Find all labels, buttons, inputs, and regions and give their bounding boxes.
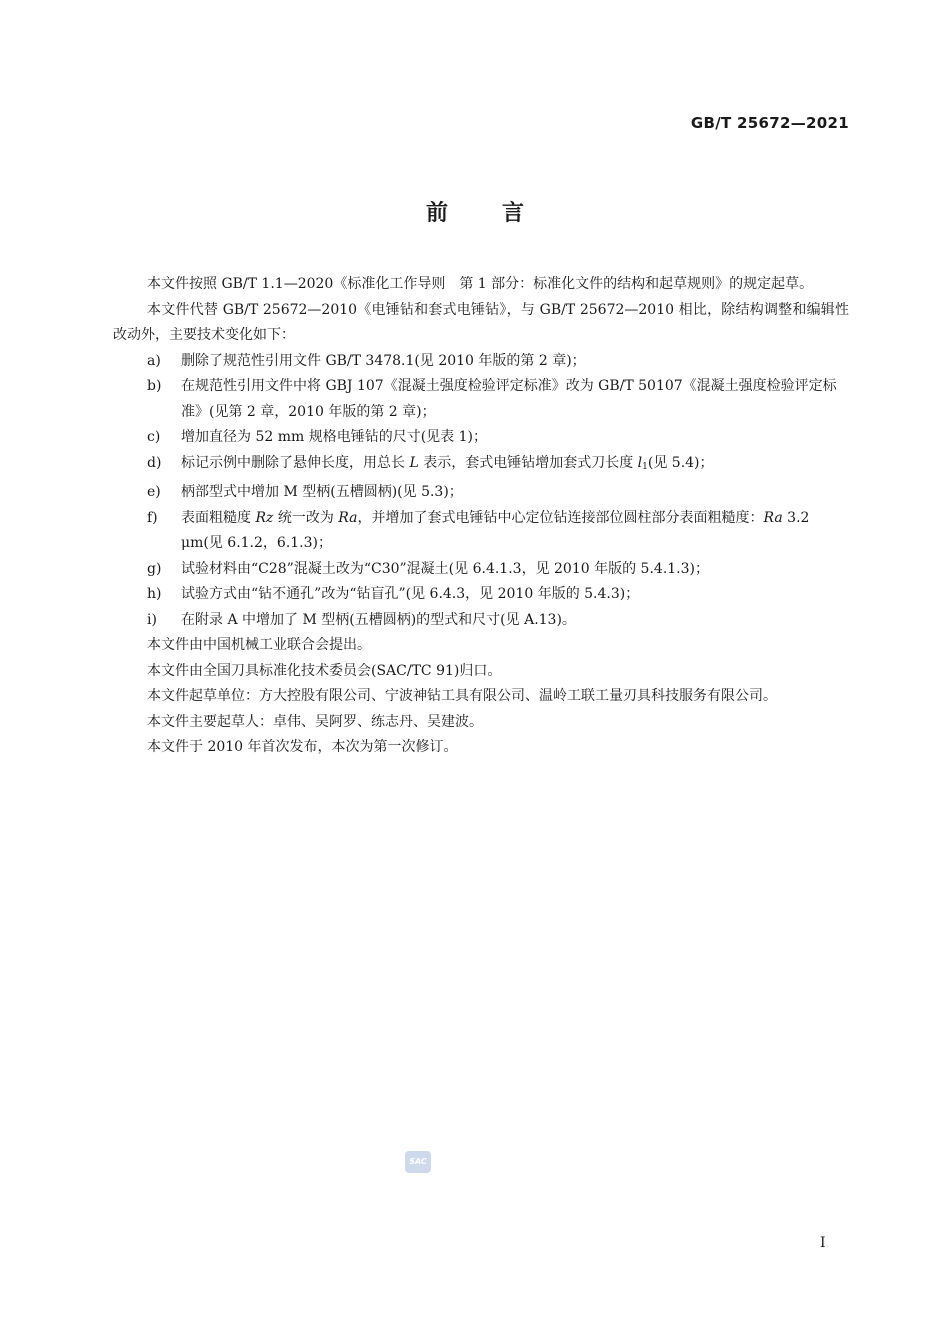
change-item-b bbox=[113, 374, 849, 425]
change-label: e) bbox=[147, 484, 161, 500]
change-text: 试验材料由“C28”混凝土改为“C30”混凝土(见 6.4.1.3，见 2010 年版的 5.4.1.3)； bbox=[181, 560, 709, 577]
paragraph-drafting-units: 本文件起草单位：方大控股有限公司、宁波神钻工具有限公司、温岭工联工量刃具科技服务有限公司。 bbox=[147, 688, 777, 704]
change-item-a bbox=[113, 349, 849, 375]
variable-total-length: L bbox=[409, 454, 419, 471]
change-label: h) bbox=[147, 586, 162, 602]
change-label: c) bbox=[147, 429, 161, 445]
change-text: 增加直径为 52 mm 规格电锤钻的尺寸(见表 1)； bbox=[181, 429, 487, 445]
variable-rz: Rz bbox=[255, 509, 274, 526]
change-item-f bbox=[113, 506, 849, 557]
change-text: 在规范性引用文件中将 GBJ 107《混凝土强度检验评定标准》改为 GB/T 50107《混凝土强度检验评定标准》(见第 2 章，2010 年版的第 2 章)； bbox=[181, 378, 837, 420]
paragraph-drafters: 本文件主要起草人：卓伟、吴阿罗、练志丹、吴建波。 bbox=[147, 713, 483, 730]
change-text: 柄部型式中增加 M 型柄(五槽圆柄)(见 5.3)； bbox=[181, 484, 463, 500]
change-label: i) bbox=[147, 611, 157, 628]
paragraph-proposer: 本文件由中国机械工业联合会提出。 bbox=[147, 637, 371, 653]
change-text: 表示，套式电锤钻增加套式刀长度 bbox=[418, 454, 638, 471]
change-text: 在附录 A 中增加了 M 型柄(五槽圆柄)的型式和尺寸(见 A.13)。 bbox=[181, 611, 576, 628]
change-text: 3.2 μm(见 6.1.2，6.1.3)； bbox=[181, 509, 810, 551]
change-label: d) bbox=[147, 454, 162, 471]
variable-ra: Ra bbox=[338, 509, 358, 526]
variable-ra: Ra bbox=[763, 509, 783, 526]
change-item-d bbox=[113, 451, 849, 481]
paragraph-replacement: 本文件代替 GB/T 25672—2010《电锤钻和套式电锤钻》，与 GB/T 25672—2010 相比，除结构调整和编辑性改动外，主要技术变化如下： bbox=[113, 301, 849, 343]
change-label: b) bbox=[147, 378, 162, 394]
page-title: 前言 bbox=[425, 201, 578, 226]
change-item-g bbox=[113, 557, 849, 583]
foreword-body bbox=[113, 272, 849, 761]
change-item-i bbox=[113, 608, 849, 634]
standard-number: GB/T 25672—2021 bbox=[690, 114, 849, 132]
paragraph-drafting-rules: 本文件按照 GB/T 1.1—2020《标准化工作导则 第 1 部分：标准化文件的结构和起草规则》的规定起草。 bbox=[147, 276, 814, 292]
change-text: 删除了规范性引用文件 GB/T 3478.1(见 2010 年版的第 2 章)； bbox=[181, 352, 586, 369]
change-text: 统一改为 bbox=[273, 509, 339, 526]
change-text: 表面粗糙度 bbox=[181, 509, 256, 526]
paragraph-history: 本文件于 2010 年首次发布，本次为第一次修订。 bbox=[147, 739, 458, 755]
change-text: (见 5.4)； bbox=[647, 454, 714, 471]
change-text: 试验方式由“钻不通孔”改为“钻盲孔”(见 6.4.3，见 2010 年版的 5.4.3)； bbox=[181, 586, 640, 602]
change-label: a) bbox=[147, 352, 161, 369]
variable-sleeve-length: l bbox=[637, 454, 643, 471]
change-label: g) bbox=[147, 560, 162, 577]
variable-subscript: 1 bbox=[642, 461, 648, 472]
page-number: I bbox=[820, 1235, 826, 1251]
change-item-c bbox=[113, 425, 849, 451]
change-item-e bbox=[113, 480, 849, 506]
change-item-h bbox=[113, 582, 849, 608]
change-text: ，并增加了套式电锤钻中心定位钻连接部位圆柱部分表面粗糙度： bbox=[357, 509, 764, 526]
sac-watermark-logo: SAC bbox=[405, 1151, 431, 1173]
change-text: 标记示例中删除了悬伸长度，用总长 bbox=[181, 454, 410, 471]
change-label: f) bbox=[147, 509, 158, 526]
paragraph-committee: 本文件由全国刀具标准化技术委员会(SAC/TC 91)归口。 bbox=[147, 662, 502, 679]
